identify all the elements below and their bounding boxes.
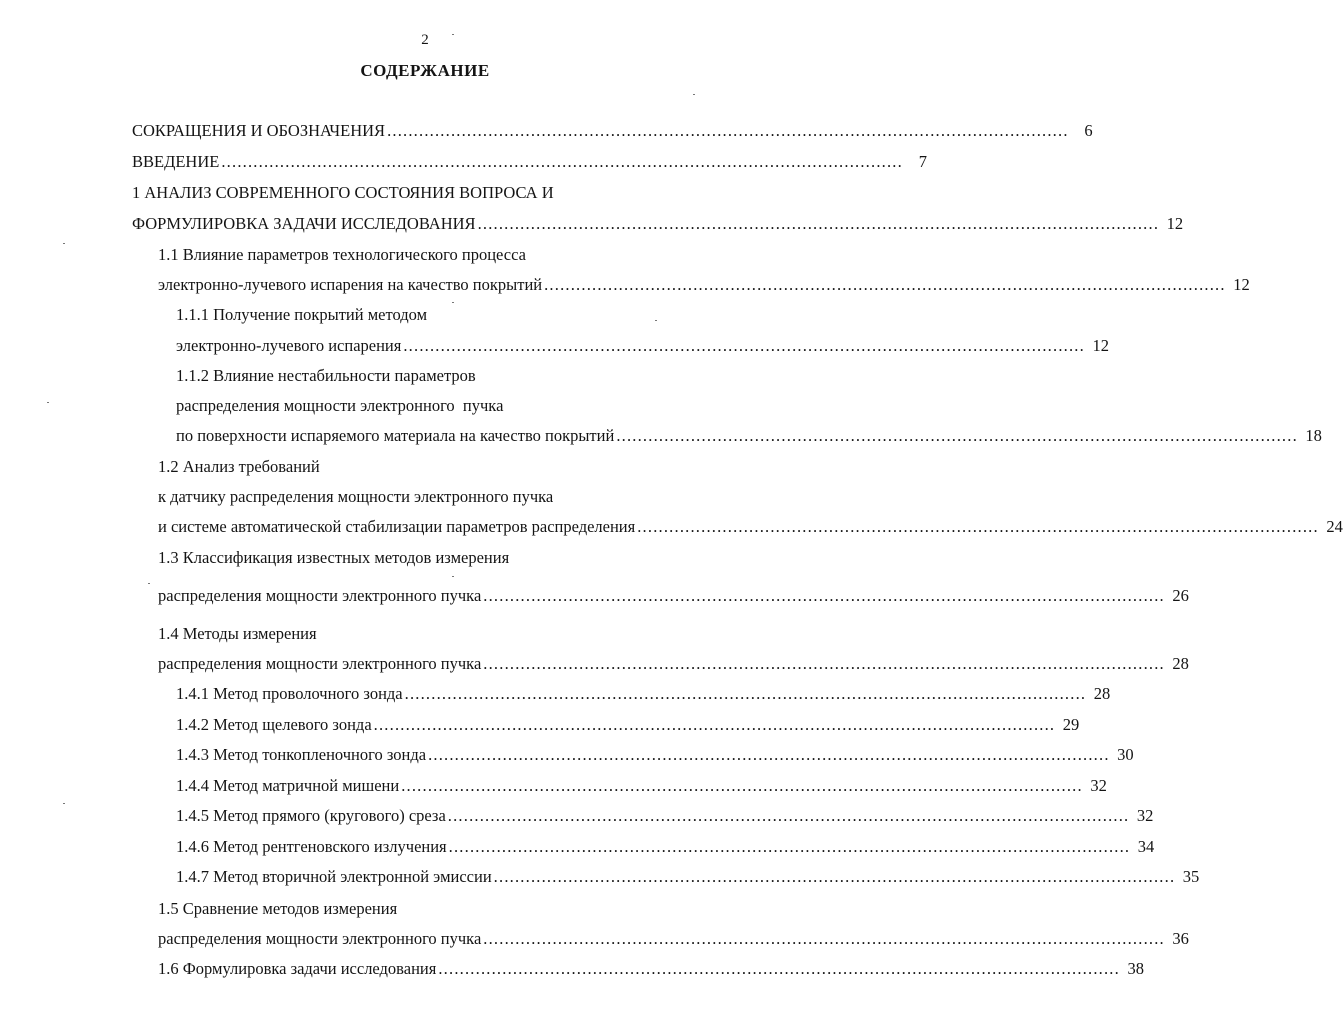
toc-entry-text: 1.4.6 Метод рентгеновского излучения bbox=[176, 837, 447, 856]
toc-entry bbox=[176, 425, 1322, 447]
toc-entry bbox=[158, 456, 722, 478]
toc-entry-text: 1.4.3 Метод тонкопленочного зонда bbox=[176, 745, 427, 764]
toc-entry bbox=[158, 274, 1250, 296]
toc-entry-page: 12 bbox=[1092, 336, 1109, 355]
toc-entry bbox=[132, 151, 927, 173]
toc-entry-page: 29 bbox=[1062, 715, 1080, 734]
toc-entry-text: СОКРАЩЕНИЯ И ОБОЗНАЧЕНИЯ bbox=[132, 121, 386, 140]
toc-leader: ................................................................................................................................ bbox=[373, 715, 1056, 734]
toc-entry-page: 32 bbox=[1136, 806, 1154, 825]
toc-leader: ................................................................................................................................ bbox=[448, 837, 1131, 856]
toc-entry bbox=[176, 836, 1155, 858]
toc-entry-text: распределения мощности электронного пучка bbox=[158, 929, 482, 948]
toc-leader: ................................................................................................................................ bbox=[447, 806, 1130, 825]
toc-leader: ................................................................................................................................ bbox=[438, 959, 1120, 978]
toc-entry-page: 36 bbox=[1172, 929, 1189, 948]
toc-entry-text: 1.4.7 Метод вторичной электронной эмиссии bbox=[176, 867, 492, 886]
toc-entry-text: 1.4.5 Метод прямого (кругового) среза bbox=[176, 806, 446, 825]
toc-entry-text: 1 АНАЛИЗ СОВРЕМЕННОГО СОСТОЯНИЯ ВОПРОСА И bbox=[132, 183, 554, 202]
toc-leader: ................................................................................................................................ bbox=[483, 654, 1165, 673]
toc-entry bbox=[158, 547, 722, 569]
toc-entry bbox=[132, 213, 1184, 235]
toc-entry bbox=[158, 585, 1189, 607]
scan-speck bbox=[655, 320, 657, 321]
scan-speck bbox=[63, 243, 65, 244]
toc-entry bbox=[176, 683, 1111, 705]
toc-entry-page: 12 bbox=[1166, 214, 1184, 233]
toc-entry bbox=[158, 486, 722, 508]
toc-entry bbox=[176, 365, 722, 387]
page-title: СОДЕРЖАНИЕ bbox=[360, 61, 490, 80]
toc-entry bbox=[158, 928, 1189, 950]
toc-entry-page: 35 bbox=[1182, 867, 1200, 886]
scan-speck bbox=[148, 583, 150, 584]
toc-entry-text: 1.2 Анализ требований bbox=[158, 457, 320, 476]
toc-entry-page: 38 bbox=[1127, 959, 1144, 978]
toc-entry-text: по поверхности испаряемого материала на качество покрытий bbox=[176, 426, 615, 445]
toc-entry-page: 12 bbox=[1233, 275, 1250, 294]
scan-speck bbox=[452, 34, 454, 35]
toc-entry-page: 7 bbox=[918, 152, 927, 171]
toc-entry-text: распределения мощности электронного пучка bbox=[158, 586, 482, 605]
toc-leader: ................................................................................................................................ bbox=[403, 336, 1085, 355]
toc-entry bbox=[176, 304, 722, 326]
toc-entry-text: 1.4 Методы измерения bbox=[158, 624, 317, 643]
toc-entry bbox=[176, 775, 1107, 797]
toc-leader: ................................................................................................................................ bbox=[616, 426, 1298, 445]
toc-leader: ................................................................................................................................ bbox=[477, 214, 1160, 233]
toc-entry-text: 1.4.1 Метод проволочного зонда bbox=[176, 684, 403, 703]
toc-entry-text: электронно-лучевого испарения на качество покрытий bbox=[158, 275, 543, 294]
toc-entry-page: 32 bbox=[1090, 776, 1107, 795]
toc-entry-text: и системе автоматической стабилизации параметров распределения bbox=[158, 517, 636, 536]
scan-speck bbox=[693, 94, 695, 95]
toc-entry-text: 1.4.4 Метод матричной мишени bbox=[176, 776, 400, 795]
page-number: 2 bbox=[421, 32, 429, 48]
toc-entry-page: 18 bbox=[1305, 426, 1322, 445]
toc-leader: ................................................................................................................................ bbox=[428, 745, 1110, 764]
toc-leader: ................................................................................................................................ bbox=[404, 684, 1087, 703]
toc-entry bbox=[176, 744, 1134, 766]
toc-entry bbox=[132, 182, 722, 204]
toc-leader: ................................................................................................................................ bbox=[401, 776, 1083, 795]
toc-entry bbox=[176, 395, 722, 417]
toc-entry bbox=[176, 866, 1200, 888]
toc-leader: ................................................................................................................................ bbox=[544, 275, 1226, 294]
toc-leader: ................................................................................................................................ bbox=[387, 121, 1069, 140]
toc-entry-page: 30 bbox=[1117, 745, 1134, 764]
scan-speck bbox=[452, 576, 454, 577]
toc-entry-text: 1.4.2 Метод щелевого зонда bbox=[176, 715, 372, 734]
toc-leader: ................................................................................................................................ bbox=[483, 586, 1165, 605]
scan-speck bbox=[47, 402, 49, 403]
toc-entry-text: 1.6 Формулировка задачи исследования bbox=[158, 959, 437, 978]
scan-speck bbox=[452, 302, 454, 303]
toc-entry-page: 6 bbox=[1084, 121, 1093, 140]
toc-entry-text: 1.1.1 Получение покрытий методом bbox=[176, 305, 428, 324]
toc-entry-text: 1.1.2 Влияние нестабильности параметров bbox=[176, 366, 476, 385]
toc-entry bbox=[158, 898, 722, 920]
toc-entry-page: 24 bbox=[1326, 517, 1343, 536]
toc-leader: ................................................................................................................................ bbox=[221, 152, 903, 171]
toc-entry bbox=[158, 958, 1144, 980]
toc-entry-text: распределения мощности электронного пучка bbox=[158, 654, 482, 673]
toc-entry-text: ВВЕДЕНИЕ bbox=[132, 152, 220, 171]
toc-entry bbox=[158, 653, 1189, 675]
toc-entry-text: 1.5 Сравнение методов измерения bbox=[158, 899, 398, 918]
toc-entry bbox=[158, 244, 722, 266]
toc-leader: ................................................................................................................................ bbox=[483, 929, 1165, 948]
toc-entry bbox=[176, 335, 1109, 357]
toc-entry-page: 28 bbox=[1093, 684, 1111, 703]
toc-entry bbox=[176, 714, 1080, 736]
toc-entry bbox=[158, 516, 1343, 538]
toc-entry-text: электронно-лучевого испарения bbox=[176, 336, 402, 355]
toc-entry-page: 26 bbox=[1172, 586, 1189, 605]
toc-leader: ................................................................................................................................ bbox=[493, 867, 1176, 886]
toc-entry-page: 34 bbox=[1137, 837, 1155, 856]
toc-entry-text: распределения мощности электронного пучка bbox=[176, 396, 504, 415]
scan-speck bbox=[63, 803, 65, 804]
toc-entry bbox=[158, 623, 722, 645]
toc-entry-page: 28 bbox=[1172, 654, 1189, 673]
toc-entry-text: ФОРМУЛИРОВКА ЗАДАЧИ ИССЛЕДОВАНИЯ bbox=[132, 214, 476, 233]
toc-entry bbox=[176, 805, 1154, 827]
toc-entry bbox=[132, 120, 1093, 142]
toc-entry-text: к датчику распределения мощности электронного пучка bbox=[158, 487, 554, 506]
toc-entry-text: 1.3 Классификация известных методов измерения bbox=[158, 548, 510, 567]
toc-entry-text: 1.1 Влияние параметров технологического процесса bbox=[158, 245, 526, 264]
toc-leader: ................................................................................................................................ bbox=[637, 517, 1319, 536]
